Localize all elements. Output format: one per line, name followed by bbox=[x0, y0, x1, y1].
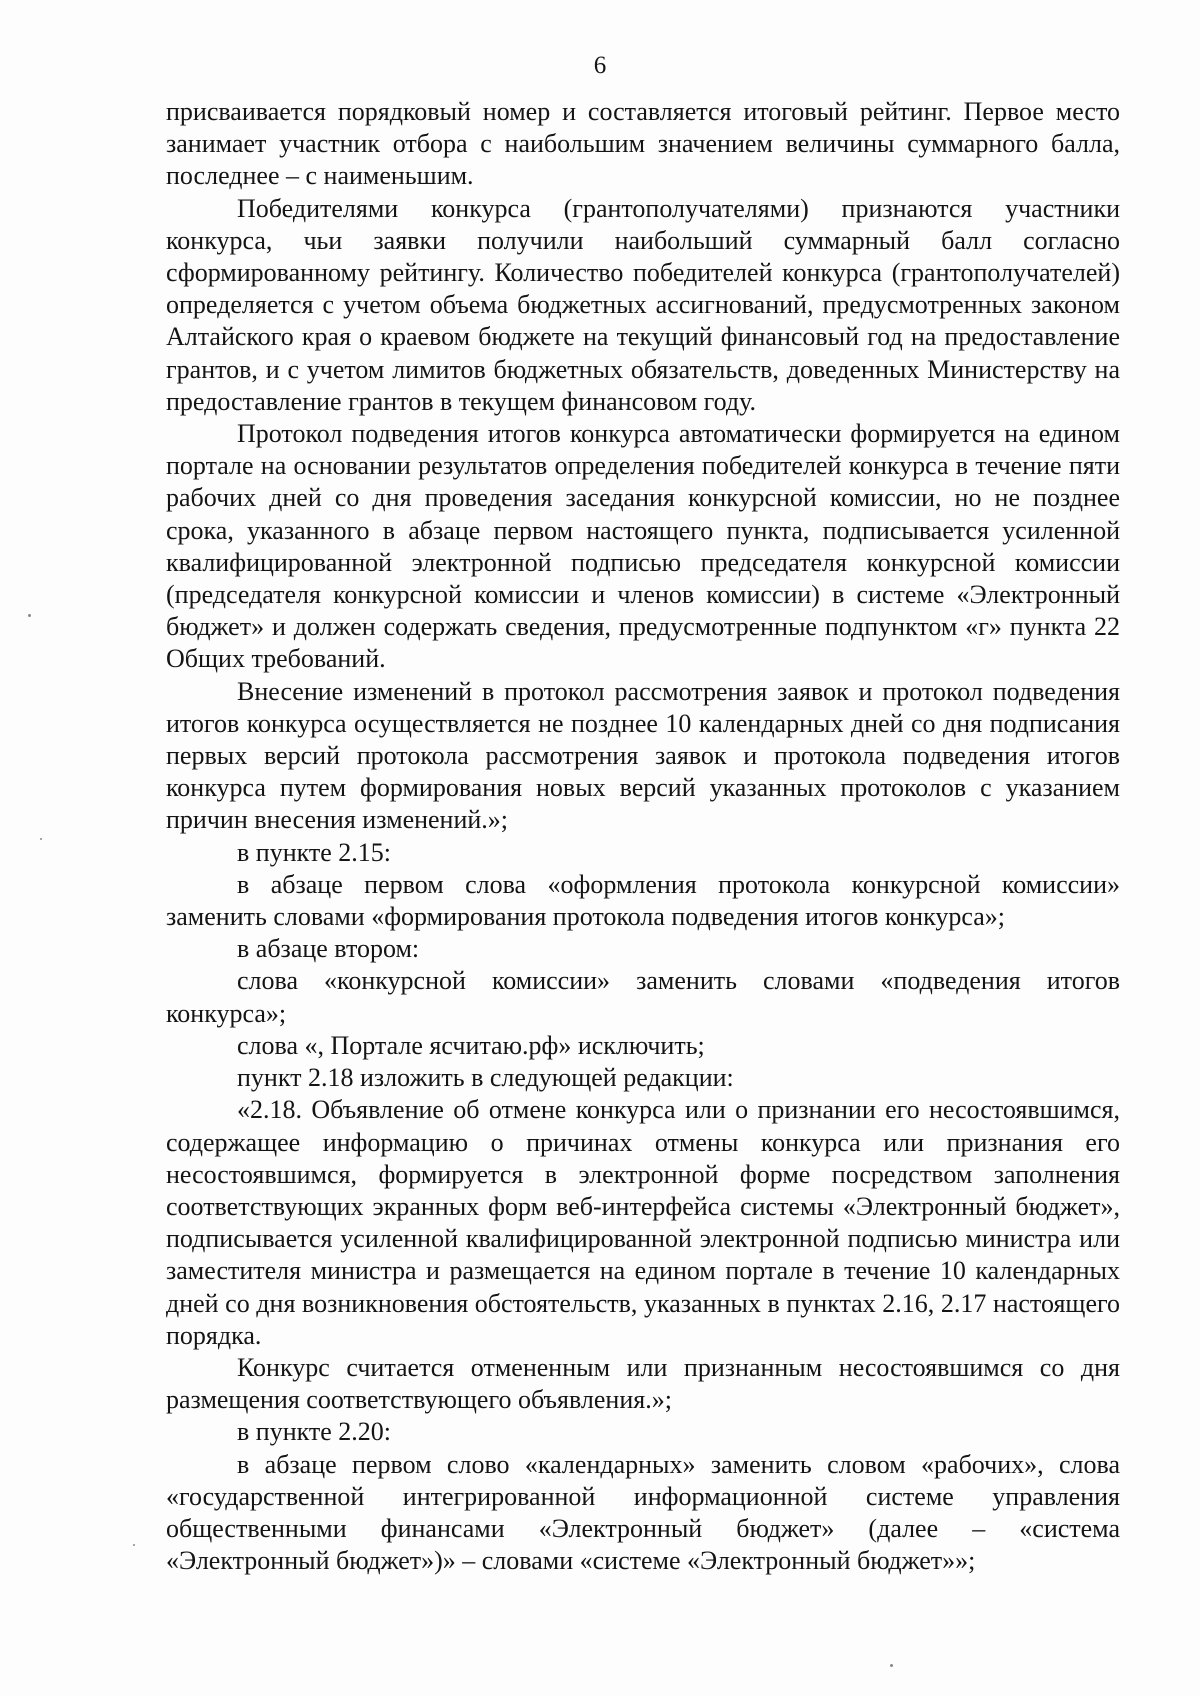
paragraph: в пункте 2.15: bbox=[237, 837, 392, 867]
scan-speck bbox=[133, 1544, 135, 1546]
paragraph: слова «конкурсной комиссии» заменить словами «подведения итогов конкурса»; bbox=[166, 966, 1120, 1028]
scan-speck bbox=[890, 1664, 893, 1667]
paragraph: Внесение изменений в протокол рассмотрения заявок и протокол подведения итогов конкурса осуществляется не позднее 10 календарных дней со дня подписания первых версий протокола рассмотрения заявок и протокола подведения итогов конкурса путем формирования новых версий указанных протоколов с указанием причин внесения изменений.»; bbox=[166, 676, 1120, 835]
paragraph: «2.18. Объявление об отмене конкурса или о признании его несостоявшимся, содержащее информацию о причинах отмены конкурса или признания его несостоявшимся, формируется в электронной форме посредством заполнения соответствующих экранных форм веб-интерфейса системы «Электронный бюджет», подписывается усиленной квалифицированной электронной подписью министра или заместителя министра и размещается на едином портале в течение 10 календарных дней со дня возникновения обстоятельств, указанных в пунктах 2.16, 2.17 настоящего порядка. bbox=[166, 1095, 1120, 1350]
paragraph: пункт 2.18 изложить в следующей редакции: bbox=[237, 1063, 734, 1093]
paragraph: Победителями конкурса (грантополучателями) признаются участники конкурса, чьи заявки получили наибольший суммарный балл согласно сформированному рейтингу. Количество победителей конкурса (грантополучателей) определяется с учетом объема бюджетных ассигнований, предусмотренных законом Алтайского края о краевом бюджете на текущий финансовый год на предоставление грантов, и с учетом лимитов бюджетных обязательств, доведенных Министерству на предоставление грантов в текущем финансовом году. bbox=[166, 193, 1120, 416]
paragraph: в абзаце втором: bbox=[237, 934, 420, 964]
document-body bbox=[166, 96, 1120, 1577]
paragraph: слова «, Портале ясчитаю.рф» исключить; bbox=[237, 1030, 705, 1060]
paragraph: Протокол подведения итогов конкурса автоматически формируется на едином портале на основании результатов определения победителей конкурса в течение пяти рабочих дней со дня проведения заседания конкурсной комиссии, но не позднее срока, указанного в абзаце первом настоящего пункта, подписывается усиленной квалифицированной электронной подписью председателя конкурсной комиссии (председателя конкурсной комиссии и членов комиссии) в системе «Электронный бюджет» и должен содержать сведения, предусмотренные подпунктом «г» пункта 22 Общих требований. bbox=[166, 419, 1120, 674]
paragraph: в пункте 2.20: bbox=[237, 1417, 392, 1447]
paragraph: в абзаце первом слово «календарных» заменить словом «рабочих», слова «государственной интегрированной информационной системе управления общественными финансами «Электронный бюджет» (далее – «система «Электронный бюджет»)» – словами «системе «Электронный бюджет»»; bbox=[166, 1449, 1120, 1576]
paragraph: Конкурс считается отмененным или признанным несостоявшимся со дня размещения соответствующего объявления.»; bbox=[166, 1352, 1120, 1415]
scan-speck bbox=[40, 838, 42, 840]
paragraph: в абзаце первом слова «оформления протокола конкурсной комиссии» заменить словами «формирования протокола подведения итогов конкурса»; bbox=[166, 869, 1120, 932]
page-number: 6 bbox=[593, 52, 607, 79]
scan-speck bbox=[28, 614, 31, 617]
paragraph: присваивается порядковый номер и составляется итоговый рейтинг. Первое место занимает участник отбора с наибольшим значением величины суммарного балла, последнее – с наименьшим. bbox=[166, 97, 1120, 191]
